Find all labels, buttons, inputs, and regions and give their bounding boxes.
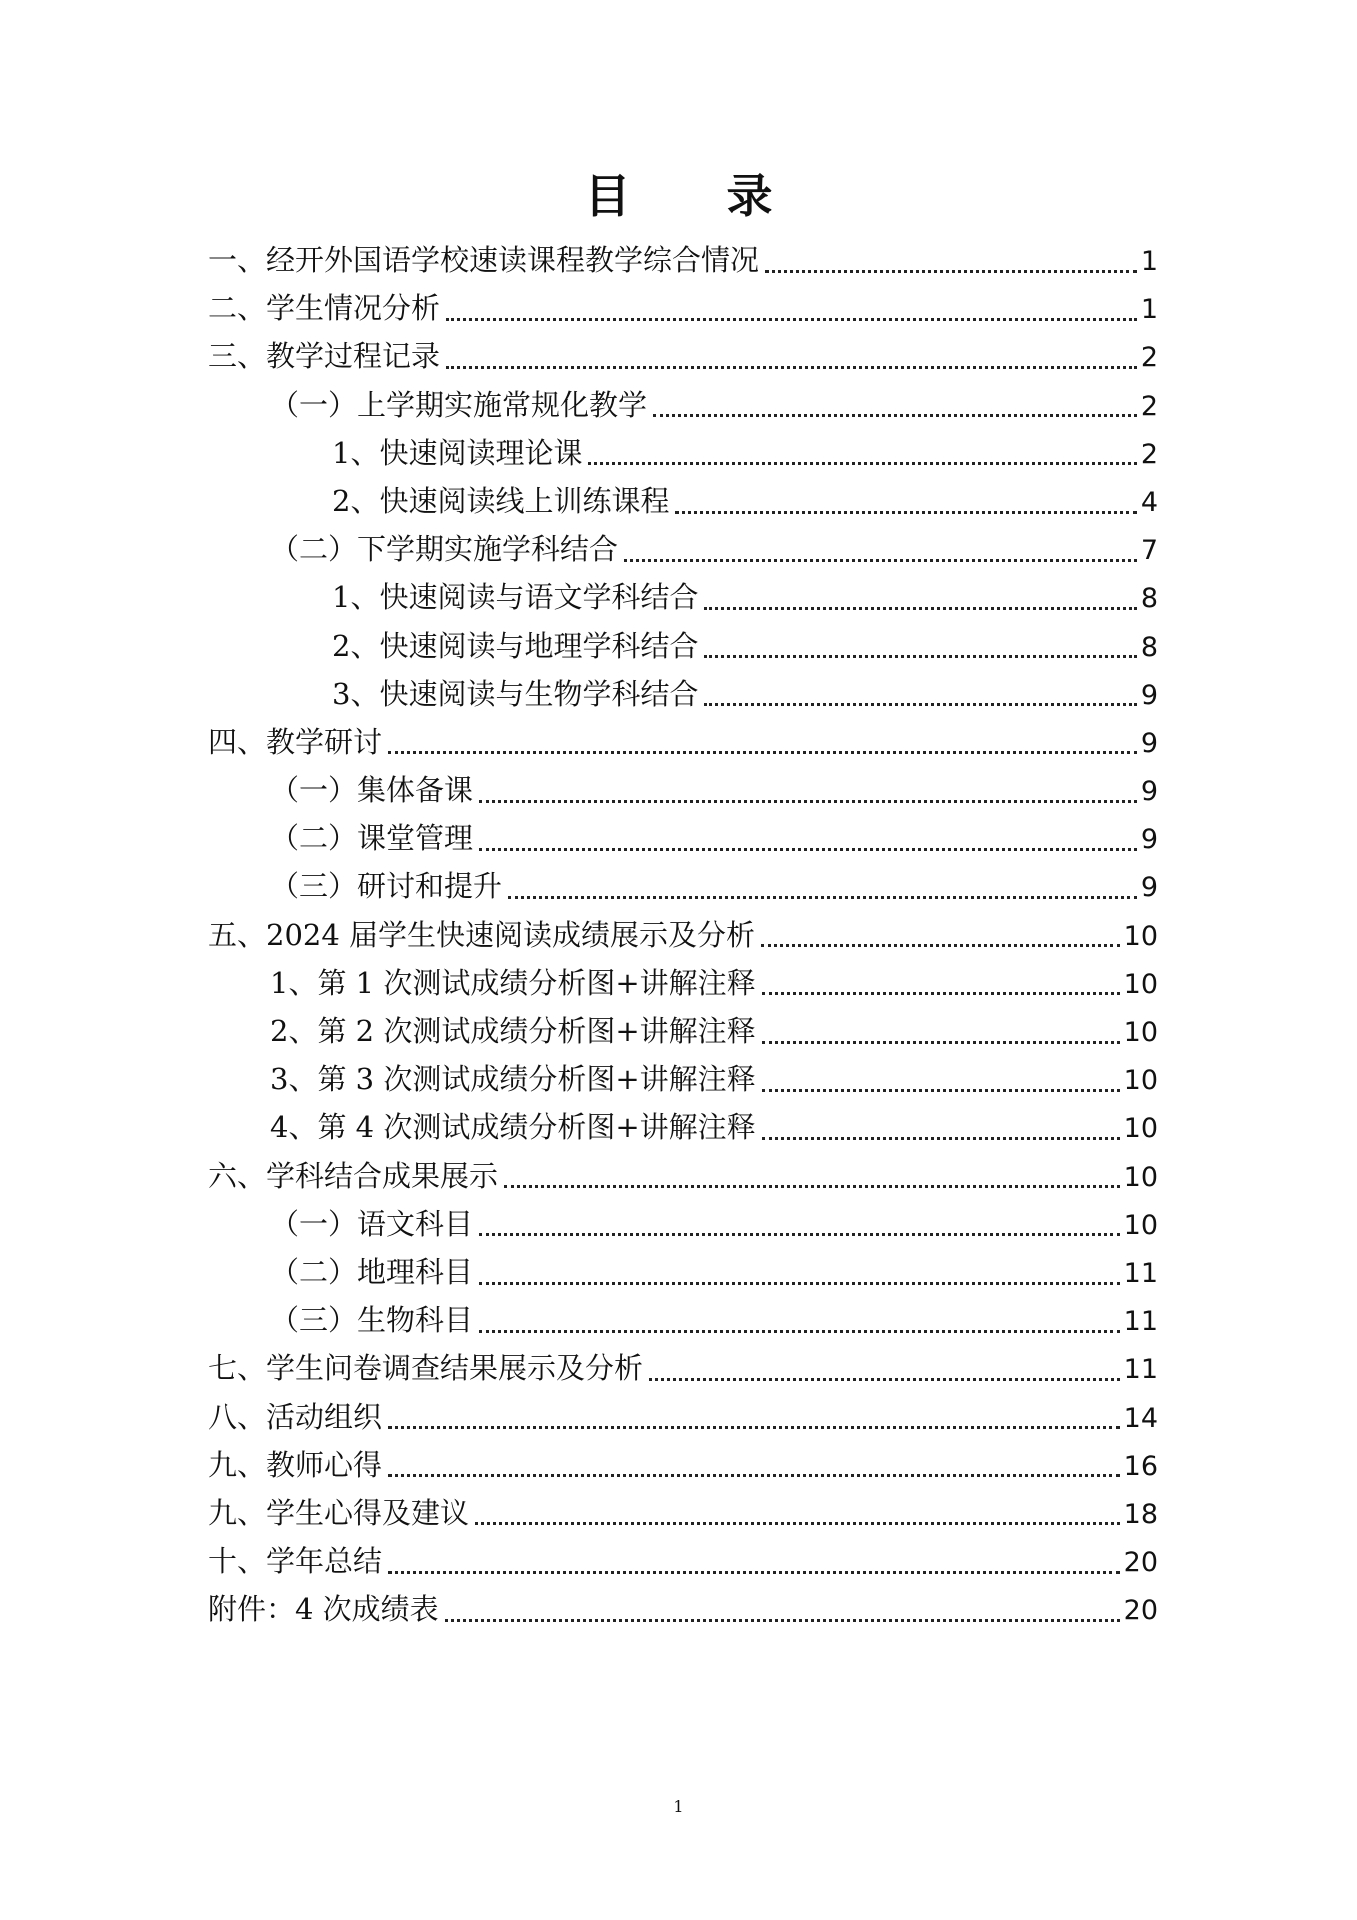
toc-entry-title: 1、快速阅读与语文学科结合 [332,580,699,615]
toc-entry-page-number: 9 [1140,824,1158,856]
toc-dot-leader [762,992,1120,995]
toc-entry[interactable] [208,1585,1158,1633]
toc-dot-leader [704,607,1136,610]
toc-entry-title: 七、学生问卷调查结果展示及分析 [208,1351,644,1386]
toc-entry-title: （一）上学期实施常规化教学 [270,387,648,422]
toc-entry[interactable] [208,1248,1158,1296]
toc-entry-page-number: 9 [1140,679,1158,711]
toc-entry-title: 4、第 4 次测试成绩分析图+讲解注释 [270,1110,756,1145]
toc-entry-title: 三、教学过程记录 [208,339,441,374]
page-title: 目 录 [584,169,813,223]
toc-entry-title: （三）研讨和提升 [270,869,503,904]
toc-entry[interactable] [208,622,1158,670]
toc-entry-title: 五、2024 届学生快速阅读成绩展示及分析 [208,917,756,952]
toc-dot-leader [475,1522,1120,1525]
toc-entry-page-number: 1 [1140,294,1158,326]
toc-entry-page-number: 9 [1140,727,1158,759]
toc-entry-page-number: 10 [1123,1065,1158,1097]
toc-entry-page-number: 16 [1123,1450,1158,1482]
toc-entry[interactable] [208,862,1158,910]
toc-entry[interactable] [208,1537,1158,1585]
toc-entry-title: 2、快速阅读与地理学科结合 [332,628,699,663]
toc-dot-leader [624,559,1137,562]
toc-entry[interactable] [208,1344,1158,1392]
toc-dot-leader [588,462,1136,465]
toc-entry-page-number: 11 [1123,1257,1158,1289]
footer-page-number: 1 [673,1797,684,1816]
toc-entry[interactable] [208,911,1158,959]
toc-entry-page-number: 4 [1140,486,1158,518]
toc-entry-title: （一）语文科目 [270,1206,474,1241]
toc-entry-page-number: 10 [1123,968,1158,1000]
toc-entry-title: （二）课堂管理 [270,821,474,856]
toc-entry-title: 四、教学研讨 [208,724,383,759]
toc-entry-page-number: 7 [1140,535,1158,567]
toc-entry-page-number: 11 [1123,1354,1158,1386]
toc-entry[interactable] [208,1007,1158,1055]
toc-dot-leader [388,1426,1120,1429]
toc-entry[interactable] [208,236,1158,284]
toc-entry-page-number: 18 [1123,1498,1158,1530]
toc-entry[interactable] [208,959,1158,1007]
toc-entry-title: （三）生物科目 [270,1303,474,1338]
toc-entry-page-number: 2 [1140,342,1158,374]
toc-entry[interactable] [208,1441,1158,1489]
toc-dot-leader [446,366,1137,369]
toc-entry[interactable] [208,718,1158,766]
toc-entry-page-number: 20 [1123,1547,1158,1579]
toc-entry-title: 附件：4 次成绩表 [208,1592,439,1627]
toc-entry[interactable] [208,766,1158,814]
toc-entry-title: 一、经开外国语学校速读课程教学综合情况 [208,243,760,277]
toc-dot-leader [704,703,1136,706]
toc-entry-title: 六、学科结合成果展示 [208,1158,499,1193]
toc-entry-page-number: 9 [1140,872,1158,904]
toc-entry-page-number: 10 [1123,1161,1158,1193]
toc-entry[interactable] [208,332,1158,380]
toc-entry-page-number: 10 [1123,1209,1158,1241]
toc-entry-page-number: 8 [1140,631,1158,663]
toc-dot-leader [762,1137,1120,1140]
toc-entry-page-number: 10 [1123,1113,1158,1145]
table-of-contents [208,236,1158,1633]
toc-dot-leader [388,1474,1120,1477]
toc-entry-title: 九、教师心得 [208,1447,383,1482]
toc-dot-leader [479,848,1137,851]
toc-entry-page-number: 2 [1140,438,1158,470]
toc-entry-title: 二、学生情况分析 [208,291,441,326]
toc-entry-title: （二）下学期实施学科结合 [270,532,619,567]
toc-entry-page-number: 11 [1123,1306,1158,1338]
toc-entry[interactable] [208,1103,1158,1151]
toc-entry-title: 十、学年总结 [208,1544,383,1579]
toc-dot-leader [761,944,1120,947]
toc-entry-page-number: 2 [1140,390,1158,422]
toc-entry-page-number: 10 [1123,1017,1158,1048]
toc-entry[interactable] [208,477,1158,525]
toc-entry-title: 2、第 2 次测试成绩分析图+讲解注释 [270,1014,756,1048]
toc-entry-title: 3、快速阅读与生物学科结合 [332,676,699,711]
toc-dot-leader [653,414,1137,417]
toc-entry[interactable] [208,1152,1158,1200]
toc-entry-title: 3、第 3 次测试成绩分析图+讲解注释 [270,1062,756,1097]
toc-dot-leader [388,751,1137,754]
toc-entry[interactable] [208,1489,1158,1537]
toc-entry[interactable] [208,1393,1158,1441]
toc-entry-title: 2、快速阅读线上训练课程 [332,483,670,518]
toc-dot-leader [704,655,1136,658]
toc-entry-page-number: 20 [1123,1595,1158,1627]
toc-dot-leader [765,270,1137,273]
toc-entry-title: （一）集体备课 [270,773,474,808]
toc-entry-page-number: 14 [1123,1402,1158,1434]
toc-entry[interactable] [208,381,1158,429]
toc-dot-leader [446,318,1137,321]
toc-dot-leader [649,1378,1120,1381]
toc-entry[interactable] [208,814,1158,862]
toc-dot-leader [762,1041,1120,1044]
toc-entry-page-number: 10 [1123,920,1158,952]
toc-dot-leader [504,1185,1120,1188]
toc-dot-leader [479,1330,1120,1333]
toc-entry-title: 1、快速阅读理论课 [332,435,583,470]
toc-entry-title: （二）地理科目 [270,1254,474,1289]
toc-dot-leader [479,1233,1120,1236]
toc-dot-leader [675,511,1136,514]
toc-entry-page-number: 8 [1140,583,1158,615]
toc-entry[interactable] [208,670,1158,718]
toc-dot-leader [762,1089,1120,1092]
toc-dot-leader [479,800,1137,803]
toc-entry[interactable] [208,1055,1158,1103]
toc-entry-title: 1、第 1 次测试成绩分析图+讲解注释 [270,965,756,1000]
toc-entry-page-number: 1 [1140,246,1158,277]
toc-entry-page-number: 9 [1140,776,1158,808]
toc-entry[interactable] [208,284,1158,332]
toc-dot-leader [479,1282,1120,1285]
toc-entry[interactable] [208,1296,1158,1344]
toc-entry[interactable] [208,429,1158,477]
toc-entry-title: 九、学生心得及建议 [208,1495,470,1530]
toc-dot-leader [445,1619,1120,1622]
toc-dot-leader [388,1571,1120,1574]
toc-dot-leader [508,896,1137,899]
toc-entry[interactable] [208,1200,1158,1248]
toc-entry[interactable] [208,525,1158,573]
toc-entry[interactable] [208,573,1158,621]
toc-entry-title: 八、活动组织 [208,1399,383,1434]
